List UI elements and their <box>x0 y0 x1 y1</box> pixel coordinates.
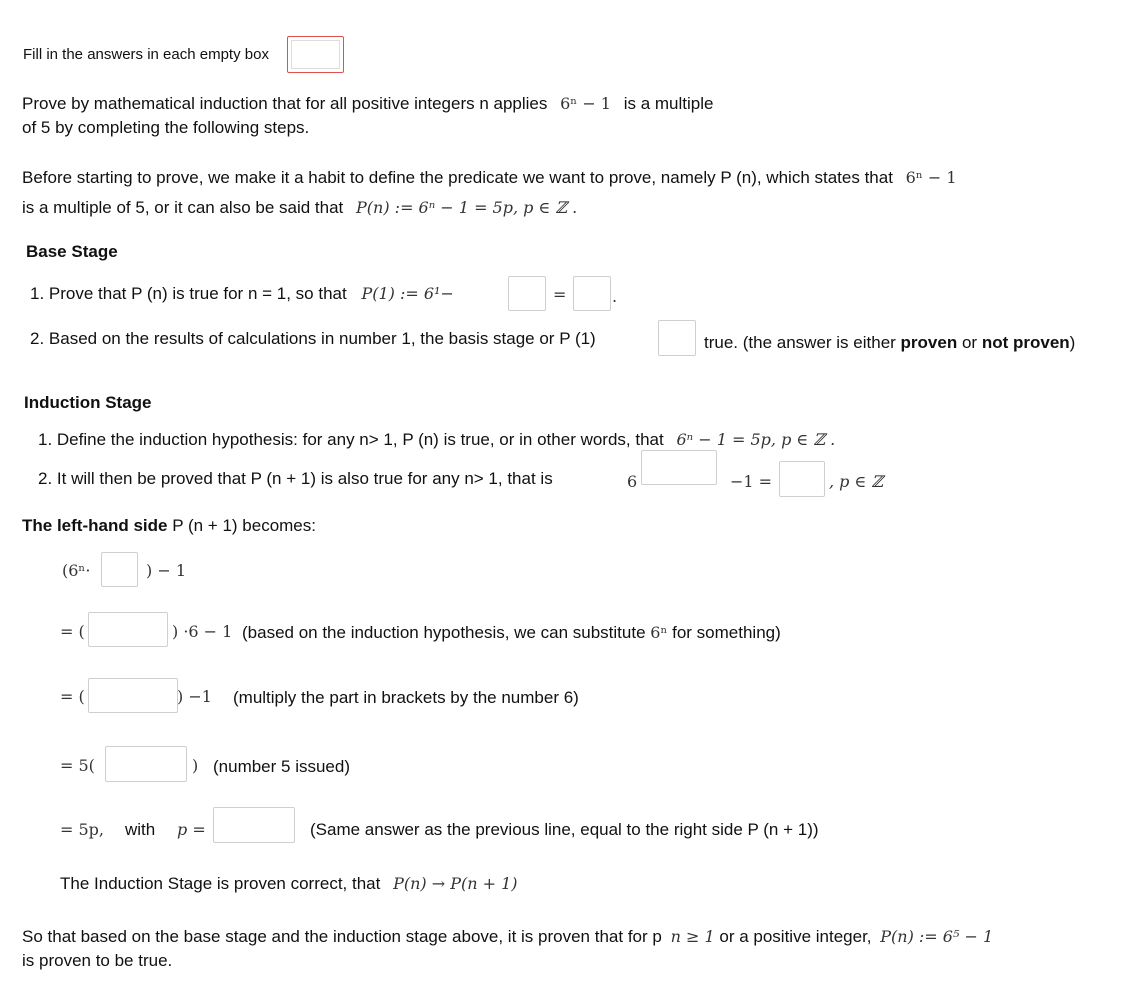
instruction-text: Fill in the answers in each empty box <box>23 46 269 63</box>
lhs-line2-note-text: (based on the induction hypothesis, we can substitute <box>242 623 646 642</box>
predicate-line2 <box>22 198 577 218</box>
base-proven-answer-box[interactable] <box>658 320 696 356</box>
lhs-line1-post: ) − 1 <box>146 561 186 580</box>
lhs-line5-pre: = 5p, <box>60 820 104 839</box>
sample-answer-box[interactable] <box>287 36 344 73</box>
intro-expr: 6ⁿ − 1 <box>560 94 611 113</box>
predicate-text2: is a multiple of 5, or it can also be said that <box>22 198 344 217</box>
lhs-line3-pre: = ( <box>60 687 85 706</box>
lhs-line5-box[interactable] <box>213 807 295 843</box>
lhs-line3-box[interactable] <box>88 678 178 713</box>
base-step1-equals: = <box>553 285 567 304</box>
induction-step2-text: 2. It will then be proved that P (n + 1) is also true for any n> 1, that is <box>38 469 553 488</box>
base-stage-heading: Base Stage <box>26 242 118 261</box>
predicate-expr2: P(n) := 6ⁿ − 1 = 5p, p ∈ ℤ . <box>356 198 578 217</box>
lhs-line5-with: with <box>125 820 156 839</box>
base-step2-after-text: true. (the answer is either <box>704 333 896 352</box>
final-expr2: P(n) := 6⁵ − 1 <box>880 927 994 946</box>
final-line2: is proven to be true. <box>22 951 173 970</box>
induction-step2-tail: , p ∈ ℤ <box>829 472 884 491</box>
predicate-text: Before starting to prove, we make it a habit to define the predicate we want to prove, namely P (n), which states that <box>22 168 893 187</box>
induction-rhs-box[interactable] <box>779 461 825 497</box>
base-step1 <box>30 284 454 304</box>
lhs-heading-rest: P (n + 1) becomes: <box>172 516 316 535</box>
lhs-line2-note-end: for something) <box>672 623 781 642</box>
lhs-line2-box[interactable] <box>88 612 168 647</box>
lhs-line3-post: ) −1 <box>177 687 212 706</box>
lhs-line1-pre: (6ⁿ· <box>62 561 91 580</box>
induction-conclusion-text: The Induction Stage is proven correct, that <box>60 874 381 893</box>
final-expr1: n ≥ 1 <box>670 927 715 946</box>
intro-line1 <box>22 94 713 114</box>
lhs-line5-p: p = <box>177 820 206 839</box>
option-proven: proven <box>900 333 958 352</box>
lhs-line3-note: (multiply the part in brackets by the number 6) <box>233 688 579 707</box>
base-step2-after <box>704 333 1075 353</box>
lhs-line2-note <box>242 623 781 643</box>
induction-step1-text: 1. Define the induction hypothesis: for any n> 1, P (n) is true, or in other words, that <box>38 430 664 449</box>
option-or: or <box>961 333 978 352</box>
predicate-line1 <box>22 168 957 188</box>
base-step1-expr: P(1) := 6¹− <box>361 284 454 303</box>
lhs-line4-box[interactable] <box>105 746 187 782</box>
final-text: So that based on the base stage and the induction stage above, it is proven that for p <box>22 927 662 946</box>
lhs-heading-bold: The left-hand side <box>22 516 168 535</box>
base-answer-box-2[interactable] <box>573 276 611 311</box>
option-close: ) <box>1069 333 1076 352</box>
intro-text: Prove by mathematical induction that for all positive integers n applies <box>22 94 548 113</box>
induction-conclusion <box>60 874 518 894</box>
intro-text-end: is a multiple <box>623 94 714 113</box>
lhs-line4-pre: = 5( <box>60 756 95 775</box>
intro-line2: of 5 by completing the following steps. <box>22 118 310 137</box>
induction-step1 <box>38 430 835 450</box>
lhs-line1-box[interactable] <box>101 552 138 587</box>
base-answer-box-1[interactable] <box>508 276 546 311</box>
induction-step2-minus: −1 = <box>730 472 773 491</box>
lhs-line2-note-expr: 6ⁿ <box>650 623 668 642</box>
induction-step2-base: 6 <box>627 472 638 491</box>
lhs-line2-pre: = ( <box>60 622 85 641</box>
base-step1-text: 1. Prove that P (n) is true for n = 1, so that <box>30 284 347 303</box>
base-step1-period: . <box>612 287 618 306</box>
option-not-proven: not proven <box>981 333 1070 352</box>
induction-step1-expr: 6ⁿ − 1 = 5p, p ∈ ℤ . <box>676 430 836 449</box>
induction-conclusion-expr: P(n) → P(n + 1) <box>393 874 518 893</box>
lhs-line5-note: (Same answer as the previous line, equal to the right side P (n + 1)) <box>310 820 819 839</box>
predicate-expr1: 6ⁿ − 1 <box>905 168 957 187</box>
induction-stage-heading: Induction Stage <box>24 393 152 412</box>
lhs-heading <box>22 516 316 536</box>
lhs-line2-post: ) ·6 − 1 <box>172 622 233 641</box>
final-line1 <box>22 927 993 947</box>
induction-exponent-box[interactable] <box>641 450 717 485</box>
final-text-mid: or a positive integer, <box>719 927 872 946</box>
lhs-line4-post: ) <box>192 756 199 775</box>
base-step2-text: 2. Based on the results of calculations in number 1, the basis stage or P (1) <box>30 329 596 348</box>
lhs-line4-note: (number 5 issued) <box>213 757 351 776</box>
